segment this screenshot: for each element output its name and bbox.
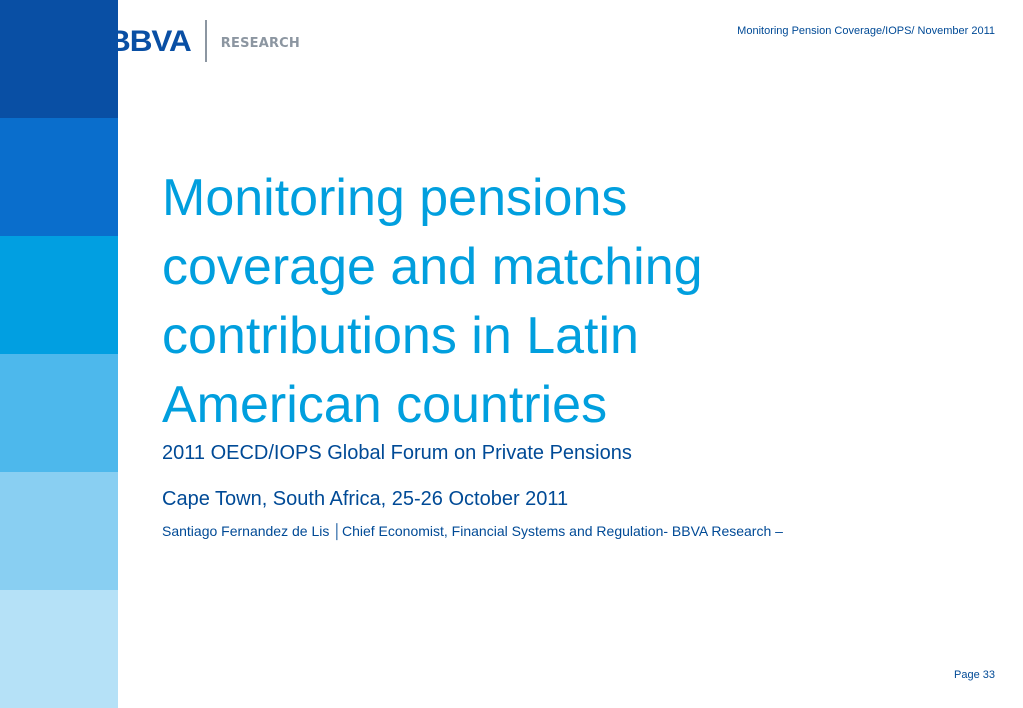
slide-title: Monitoring pensions coverage and matching contributions in Latin American countries <box>162 169 703 434</box>
research-logo-text: RESEARCH <box>220 35 301 51</box>
bbva-research-logo <box>108 18 300 64</box>
header-reference: Monitoring Pension Coverage/IOPS/ November 2011 <box>737 25 995 37</box>
side-stripes <box>0 0 118 708</box>
stripe-4 <box>0 354 118 472</box>
stripe-5 <box>0 472 118 590</box>
stripe-3 <box>0 236 118 354</box>
bbva-logo-text: BBVA <box>108 25 191 58</box>
slide-subtitle: 2011 OECD/IOPS Global Forum on Private Pensions <box>162 442 632 464</box>
slide-location: Cape Town, South Africa, 25-26 October 2011 <box>162 488 569 510</box>
stripe-2 <box>0 118 118 236</box>
slide-author: Santiago Fernandez de Lis │Chief Economist, Financial Systems and Regulation- BBVA Research – <box>162 523 783 539</box>
stripe-1 <box>0 0 118 118</box>
stripe-6 <box>0 590 118 708</box>
page-number: Page 33 <box>954 669 995 681</box>
logo-divider <box>205 20 207 62</box>
